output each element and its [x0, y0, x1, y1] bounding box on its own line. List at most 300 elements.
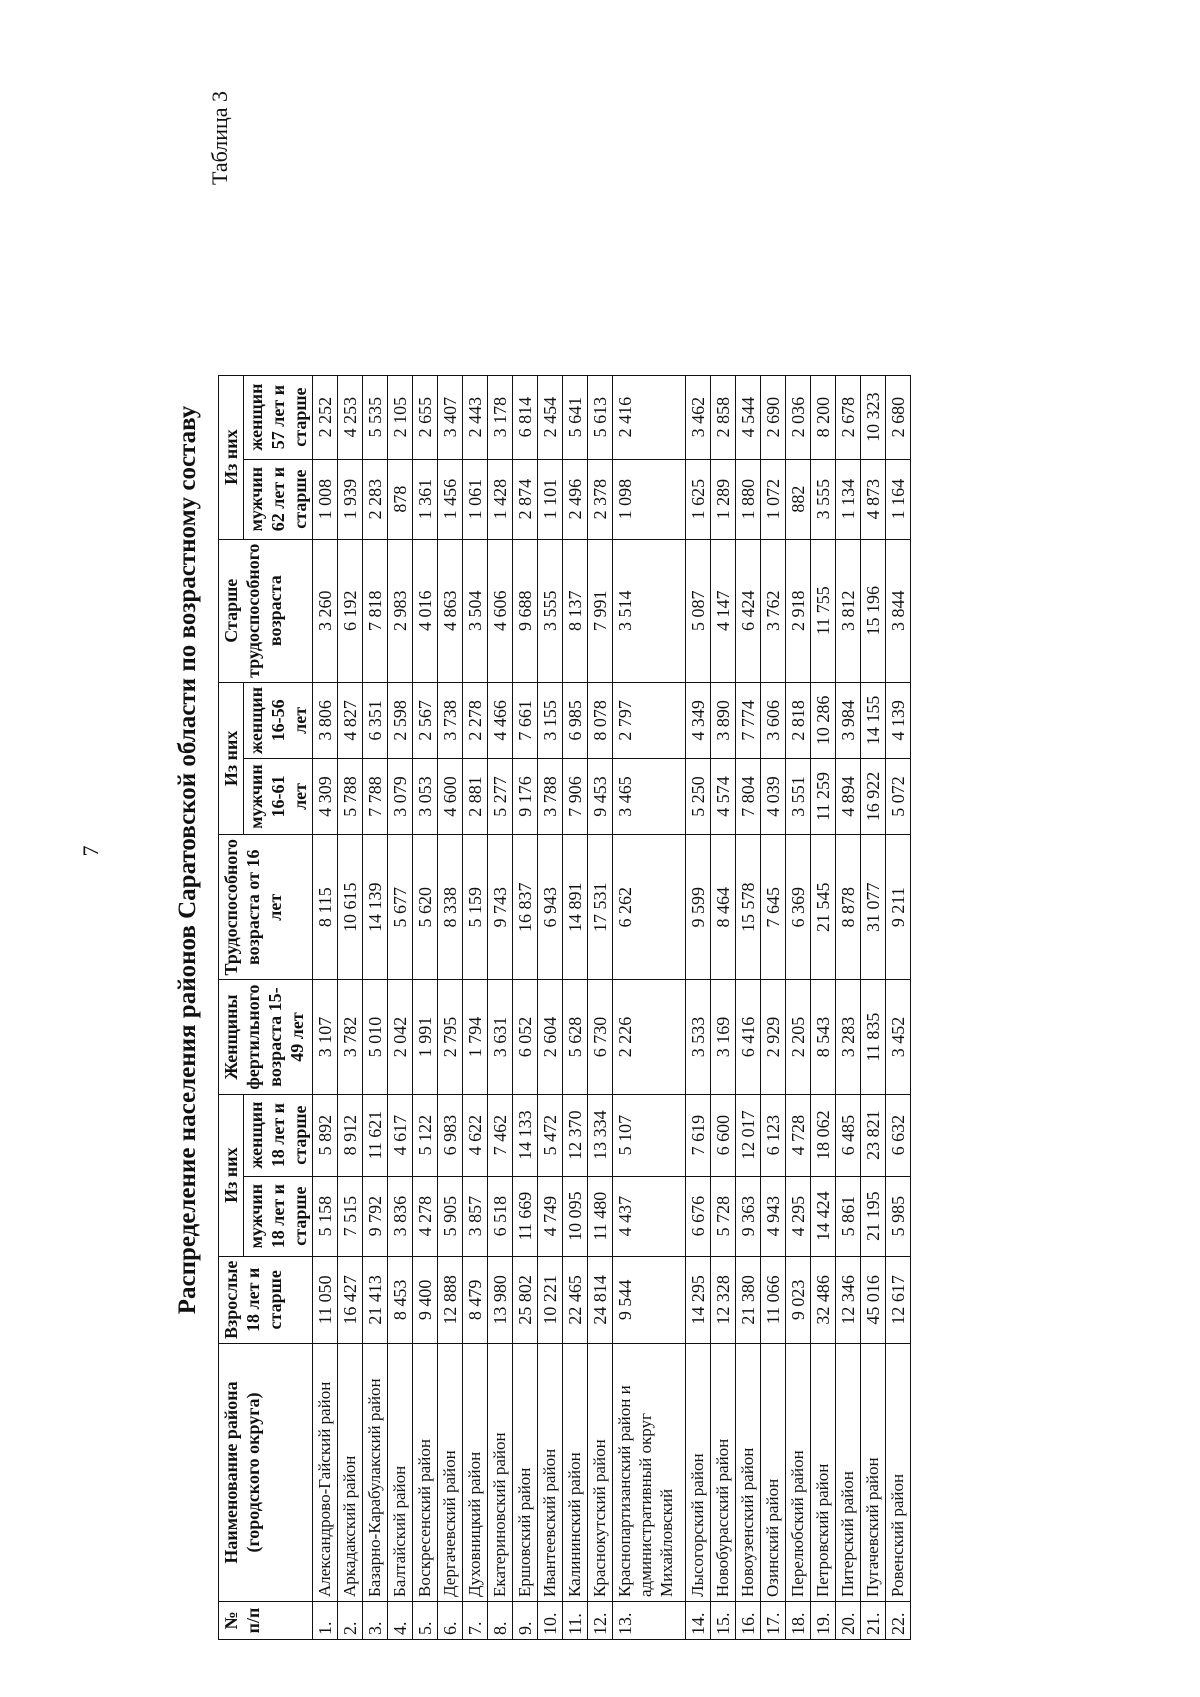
table-row [338, 375, 363, 1639]
cell-men16: 7 804 [736, 758, 761, 834]
cell-men16: 4 039 [761, 758, 786, 834]
cell-fertile: 6 052 [513, 980, 538, 1094]
cell-men16: 5 250 [686, 758, 711, 834]
cell-elder: 3 514 [613, 539, 686, 682]
cell-women57: 2 655 [413, 375, 438, 459]
cell-women16: 3 738 [438, 682, 463, 758]
table-row [761, 375, 786, 1639]
cell-men62: 878 [388, 459, 413, 539]
cell-men18: 4 749 [538, 1176, 563, 1256]
table-row [786, 375, 811, 1639]
cell-women18: 12 370 [563, 1094, 588, 1176]
table-row [313, 375, 338, 1639]
cell-women16: 7 774 [736, 682, 761, 758]
cell-men16: 9 176 [513, 758, 538, 834]
cell-adults: 9 023 [786, 1256, 811, 1343]
cell-men18: 6 518 [488, 1176, 513, 1256]
cell-n: 3. [363, 1602, 388, 1640]
col-fertile-header: Женщины фертильного возраста 15-49 лет [219, 980, 313, 1094]
cell-men18: 5 158 [313, 1176, 338, 1256]
cell-men62: 1 625 [686, 459, 711, 539]
cell-working: 8 878 [836, 834, 861, 980]
cell-adults: 21 380 [736, 1256, 761, 1343]
cell-n: 11. [563, 1602, 588, 1640]
cell-working: 6 262 [613, 834, 686, 980]
cell-women16: 4 827 [338, 682, 363, 758]
cell-fertile: 8 543 [811, 980, 836, 1094]
document-title: Распределение населения районов Саратовской области по возрастному составу [174, 405, 201, 1315]
cell-women57: 2 416 [613, 375, 686, 459]
cell-men18: 5 905 [438, 1176, 463, 1256]
cell-working: 6 943 [538, 834, 563, 980]
cell-working: 10 615 [338, 834, 363, 980]
cell-women16: 3 155 [538, 682, 563, 758]
cell-fertile: 5 628 [563, 980, 588, 1094]
cell-women57: 2 678 [836, 375, 861, 459]
cell-women18: 18 062 [811, 1094, 836, 1176]
table-row [811, 375, 836, 1639]
cell-men16: 4 309 [313, 758, 338, 834]
cell-fertile: 2 226 [613, 980, 686, 1094]
cell-men16: 4 894 [836, 758, 861, 834]
cell-name: Екатериновский район [488, 1344, 513, 1602]
cell-working: 31 077 [861, 834, 886, 980]
cell-women57: 2 680 [886, 375, 911, 459]
col-men18-header: мужчин 18 лет и старше [244, 1176, 313, 1256]
cell-name: Краснопартизанский район и административный округ Михайловский [613, 1344, 686, 1602]
cell-men18: 9 363 [736, 1176, 761, 1256]
cell-women18: 6 983 [438, 1094, 463, 1176]
cell-name: Воскресенский район [413, 1344, 438, 1602]
col-elder-header: Старше трудоспособного возраста [219, 539, 313, 682]
cell-women18: 13 334 [588, 1094, 613, 1176]
cell-women18: 6 485 [836, 1094, 861, 1176]
cell-women16: 14 155 [861, 682, 886, 758]
cell-men18: 11 480 [588, 1176, 613, 1256]
cell-men16: 3 079 [388, 758, 413, 834]
col-men62-header: мужчин 62 лет и старше [244, 459, 313, 539]
cell-men18: 11 669 [513, 1176, 538, 1256]
cell-name: Александрово-Гайский район [313, 1344, 338, 1602]
cell-women18: 7 462 [488, 1094, 513, 1176]
cell-fertile: 11 835 [861, 980, 886, 1094]
cell-name: Перелюбский район [786, 1344, 811, 1602]
cell-elder: 7 818 [363, 539, 388, 682]
cell-working: 17 531 [588, 834, 613, 980]
cell-n: 18. [786, 1602, 811, 1640]
cell-elder: 5 087 [686, 539, 711, 682]
cell-name: Аркадакский район [338, 1344, 363, 1602]
cell-n: 13. [613, 1602, 686, 1640]
cell-n: 21. [861, 1602, 886, 1640]
cell-fertile: 2 205 [786, 980, 811, 1094]
cell-adults: 12 328 [711, 1256, 736, 1343]
cell-elder: 15 196 [861, 539, 886, 682]
cell-women18: 23 821 [861, 1094, 886, 1176]
cell-men62: 1 164 [886, 459, 911, 539]
cell-men62: 1 061 [463, 459, 488, 539]
table-body [313, 375, 911, 1639]
cell-men62: 1 361 [413, 459, 438, 539]
cell-women18: 12 017 [736, 1094, 761, 1176]
cell-men62: 1 428 [488, 459, 513, 539]
cell-fertile: 2 042 [388, 980, 413, 1094]
cell-fertile: 2 929 [761, 980, 786, 1094]
col-women57-header: женщин 57 лет и старше [244, 375, 313, 459]
cell-adults: 12 617 [886, 1256, 911, 1343]
cell-name: Дергачевский район [438, 1344, 463, 1602]
cell-men18: 5 985 [886, 1176, 911, 1256]
cell-n: 1. [313, 1602, 338, 1640]
cell-adults: 8 453 [388, 1256, 413, 1343]
cell-fertile: 3 631 [488, 980, 513, 1094]
cell-men16: 16 922 [861, 758, 886, 834]
cell-n: 16. [736, 1602, 761, 1640]
cell-elder: 11 755 [811, 539, 836, 682]
col-working-header: Трудоспособного возраста от 16 лет [219, 834, 313, 980]
cell-working: 9 743 [488, 834, 513, 980]
cell-women16: 3 806 [313, 682, 338, 758]
cell-elder: 3 504 [463, 539, 488, 682]
cell-fertile: 3 782 [338, 980, 363, 1094]
cell-women16: 2 818 [786, 682, 811, 758]
cell-women16: 10 286 [811, 682, 836, 758]
cell-name: Озинский район [761, 1344, 786, 1602]
cell-working: 5 677 [388, 834, 413, 980]
cell-women16: 3 606 [761, 682, 786, 758]
cell-n: 7. [463, 1602, 488, 1640]
cell-men16: 9 453 [588, 758, 613, 834]
cell-elder: 4 016 [413, 539, 438, 682]
cell-elder: 3 844 [886, 539, 911, 682]
cell-name: Питерский район [836, 1344, 861, 1602]
table-row [388, 375, 413, 1639]
cell-n: 5. [413, 1602, 438, 1640]
cell-men18: 9 792 [363, 1176, 388, 1256]
cell-working: 14 139 [363, 834, 388, 980]
cell-elder: 4 606 [488, 539, 513, 682]
cell-elder: 7 991 [588, 539, 613, 682]
cell-name: Краснокутский район [588, 1344, 613, 1602]
cell-name: Духовницкий район [463, 1344, 488, 1602]
table-row [711, 375, 736, 1639]
col-num-header: № п/п [219, 1602, 313, 1640]
cell-men62: 3 555 [811, 459, 836, 539]
table-row [438, 375, 463, 1639]
cell-fertile: 3 169 [711, 980, 736, 1094]
cell-name: Балтайский район [388, 1344, 413, 1602]
cell-n: 2. [338, 1602, 363, 1640]
table-row [861, 375, 886, 1639]
cell-women16: 8 078 [588, 682, 613, 758]
cell-fertile: 1 794 [463, 980, 488, 1094]
cell-women18: 14 133 [513, 1094, 538, 1176]
cell-men18: 7 515 [338, 1176, 363, 1256]
cell-working: 6 369 [786, 834, 811, 980]
cell-women57: 2 443 [463, 375, 488, 459]
cell-women57: 2 858 [711, 375, 736, 459]
population-table [218, 375, 911, 1640]
of-them-header-2: Из них [219, 682, 244, 834]
cell-working: 9 599 [686, 834, 711, 980]
cell-women16: 4 139 [886, 682, 911, 758]
table-row [736, 375, 761, 1639]
cell-men16: 7 788 [363, 758, 388, 834]
cell-n: 4. [388, 1602, 413, 1640]
cell-women16: 4 466 [488, 682, 513, 758]
cell-men16: 5 788 [338, 758, 363, 834]
cell-women18: 6 600 [711, 1094, 736, 1176]
cell-women16: 2 797 [613, 682, 686, 758]
cell-fertile: 3 452 [886, 980, 911, 1094]
cell-men18: 5 861 [836, 1176, 861, 1256]
cell-name: Ивантеевский район [538, 1344, 563, 1602]
cell-women57: 3 462 [686, 375, 711, 459]
cell-fertile: 2 795 [438, 980, 463, 1094]
cell-fertile: 2 604 [538, 980, 563, 1094]
cell-women16: 6 985 [563, 682, 588, 758]
col-name-header: Наименование района (городского округа) [219, 1344, 313, 1602]
cell-women57: 2 252 [313, 375, 338, 459]
cell-men16: 5 072 [886, 758, 911, 834]
cell-elder: 2 983 [388, 539, 413, 682]
rotated-content [160, 80, 1050, 1640]
cell-elder: 3 555 [538, 539, 563, 682]
cell-women18: 4 622 [463, 1094, 488, 1176]
cell-fertile: 3 107 [313, 980, 338, 1094]
cell-women16: 3 890 [711, 682, 736, 758]
table-row [836, 375, 861, 1639]
cell-name: Новоузенский район [736, 1344, 761, 1602]
of-them-header-1: Из них [219, 1094, 244, 1256]
cell-working: 16 837 [513, 834, 538, 980]
col-women18-header: женщин 18 лет и старше [244, 1094, 313, 1176]
cell-elder: 9 688 [513, 539, 538, 682]
cell-n: 10. [538, 1602, 563, 1640]
cell-women16: 6 351 [363, 682, 388, 758]
cell-men62: 1 289 [711, 459, 736, 539]
cell-working: 14 891 [563, 834, 588, 980]
cell-men62: 4 873 [861, 459, 886, 539]
cell-women57: 3 407 [438, 375, 463, 459]
cell-n: 17. [761, 1602, 786, 1640]
cell-women57: 2 690 [761, 375, 786, 459]
cell-elder: 6 192 [338, 539, 363, 682]
cell-men16: 3 788 [538, 758, 563, 834]
cell-women18: 5 892 [313, 1094, 338, 1176]
cell-adults: 12 888 [438, 1256, 463, 1343]
cell-women57: 3 178 [488, 375, 513, 459]
cell-elder: 2 918 [786, 539, 811, 682]
cell-adults: 14 295 [686, 1256, 711, 1343]
cell-adults: 9 544 [613, 1256, 686, 1343]
cell-men18: 4 943 [761, 1176, 786, 1256]
of-them-header-3: Из них [219, 375, 244, 539]
cell-women18: 11 621 [363, 1094, 388, 1176]
cell-elder: 4 147 [711, 539, 736, 682]
cell-men62: 1 008 [313, 459, 338, 539]
cell-n: 22. [886, 1602, 911, 1640]
cell-men18: 4 278 [413, 1176, 438, 1256]
cell-men62: 1 101 [538, 459, 563, 539]
cell-women16: 4 349 [686, 682, 711, 758]
cell-name: Новобурасский район [711, 1344, 736, 1602]
table-row [613, 375, 686, 1639]
table-row [588, 375, 613, 1639]
cell-adults: 24 814 [588, 1256, 613, 1343]
cell-women57: 5 535 [363, 375, 388, 459]
cell-men62: 882 [786, 459, 811, 539]
cell-men62: 1 072 [761, 459, 786, 539]
cell-men62: 1 098 [613, 459, 686, 539]
cell-n: 12. [588, 1602, 613, 1640]
cell-adults: 16 427 [338, 1256, 363, 1343]
cell-adults: 11 066 [761, 1256, 786, 1343]
cell-elder: 8 137 [563, 539, 588, 682]
table-row [886, 375, 911, 1639]
cell-women18: 5 472 [538, 1094, 563, 1176]
col-adults-header: Взрослые 18 лет и старше [219, 1256, 313, 1343]
cell-adults: 8 479 [463, 1256, 488, 1343]
cell-women16: 2 567 [413, 682, 438, 758]
cell-men16: 11 259 [811, 758, 836, 834]
cell-working: 5 159 [463, 834, 488, 980]
cell-elder: 3 260 [313, 539, 338, 682]
cell-n: 20. [836, 1602, 861, 1640]
cell-women16: 2 278 [463, 682, 488, 758]
cell-working: 9 211 [886, 834, 911, 980]
table-row [488, 375, 513, 1639]
cell-working: 8 338 [438, 834, 463, 980]
cell-name: Ровенский район [886, 1344, 911, 1602]
cell-men18: 10 095 [563, 1176, 588, 1256]
cell-men62: 1 939 [338, 459, 363, 539]
cell-women57: 2 105 [388, 375, 413, 459]
cell-men62: 1 134 [836, 459, 861, 539]
cell-adults: 22 465 [563, 1256, 588, 1343]
cell-elder: 6 424 [736, 539, 761, 682]
cell-fertile: 5 010 [363, 980, 388, 1094]
cell-women57: 4 253 [338, 375, 363, 459]
cell-working: 5 620 [413, 834, 438, 980]
table-row [363, 375, 388, 1639]
cell-men62: 1 456 [438, 459, 463, 539]
table-row [686, 375, 711, 1639]
cell-name: Ершовский район [513, 1344, 538, 1602]
cell-men16: 3 465 [613, 758, 686, 834]
cell-name: Базарно-Карабулакский район [363, 1344, 388, 1602]
cell-men18: 6 676 [686, 1176, 711, 1256]
cell-adults: 10 221 [538, 1256, 563, 1343]
cell-elder: 4 863 [438, 539, 463, 682]
col-women16-header: женщин 16-56 лет [244, 682, 313, 758]
cell-women18: 4 728 [786, 1094, 811, 1176]
cell-n: 15. [711, 1602, 736, 1640]
cell-women57: 10 323 [861, 375, 886, 459]
cell-fertile: 3 533 [686, 980, 711, 1094]
cell-men16: 7 906 [563, 758, 588, 834]
cell-women57: 2 454 [538, 375, 563, 459]
cell-women57: 8 200 [811, 375, 836, 459]
cell-elder: 3 762 [761, 539, 786, 682]
cell-men16: 4 600 [438, 758, 463, 834]
cell-men16: 3 551 [786, 758, 811, 834]
cell-elder: 3 812 [836, 539, 861, 682]
cell-working: 21 545 [811, 834, 836, 980]
cell-men18: 4 295 [786, 1176, 811, 1256]
cell-working: 8 115 [313, 834, 338, 980]
cell-adults: 45 016 [861, 1256, 886, 1343]
table-row [563, 375, 588, 1639]
cell-women18: 5 107 [613, 1094, 686, 1176]
cell-men18: 21 195 [861, 1176, 886, 1256]
cell-name: Калининский район [563, 1344, 588, 1602]
cell-men62: 2 283 [363, 459, 388, 539]
table-row [513, 375, 538, 1639]
cell-n: 19. [811, 1602, 836, 1640]
cell-adults: 21 413 [363, 1256, 388, 1343]
cell-adults: 12 346 [836, 1256, 861, 1343]
cell-name: Лысогорский район [686, 1344, 711, 1602]
table-row [413, 375, 438, 1639]
cell-women16: 2 598 [388, 682, 413, 758]
cell-adults: 11 050 [313, 1256, 338, 1343]
cell-women18: 7 619 [686, 1094, 711, 1176]
cell-women18: 5 122 [413, 1094, 438, 1176]
cell-working: 7 645 [761, 834, 786, 980]
cell-adults: 32 486 [811, 1256, 836, 1343]
cell-adults: 25 802 [513, 1256, 538, 1343]
cell-adults: 9 400 [413, 1256, 438, 1343]
cell-women16: 3 984 [836, 682, 861, 758]
cell-men18: 4 437 [613, 1176, 686, 1256]
cell-women18: 4 617 [388, 1094, 413, 1176]
cell-fertile: 1 991 [413, 980, 438, 1094]
cell-men16: 4 574 [711, 758, 736, 834]
cell-name: Пугачевский район [861, 1344, 886, 1602]
cell-men62: 2 496 [563, 459, 588, 539]
cell-men16: 3 053 [413, 758, 438, 834]
cell-women16: 7 661 [513, 682, 538, 758]
cell-n: 8. [488, 1602, 513, 1640]
cell-men18: 5 728 [711, 1176, 736, 1256]
cell-women57: 5 613 [588, 375, 613, 459]
cell-men16: 5 277 [488, 758, 513, 834]
cell-women57: 2 036 [786, 375, 811, 459]
cell-women57: 5 641 [563, 375, 588, 459]
table-row [463, 375, 488, 1639]
cell-men16: 2 881 [463, 758, 488, 834]
cell-working: 15 578 [736, 834, 761, 980]
cell-men62: 1 880 [736, 459, 761, 539]
cell-women18: 8 912 [338, 1094, 363, 1176]
cell-women57: 6 814 [513, 375, 538, 459]
cell-men18: 3 836 [388, 1176, 413, 1256]
cell-women57: 4 544 [736, 375, 761, 459]
cell-working: 8 464 [711, 834, 736, 980]
cell-men18: 14 424 [811, 1176, 836, 1256]
cell-n: 14. [686, 1602, 711, 1640]
cell-men18: 3 857 [463, 1176, 488, 1256]
col-men16-header: мужчин 16-61 лет [244, 758, 313, 834]
cell-fertile: 6 416 [736, 980, 761, 1094]
cell-fertile: 6 730 [588, 980, 613, 1094]
cell-women18: 6 123 [761, 1094, 786, 1176]
cell-adults: 13 980 [488, 1256, 513, 1343]
cell-fertile: 3 283 [836, 980, 861, 1094]
cell-n: 6. [438, 1602, 463, 1640]
cell-name: Петровский район [811, 1344, 836, 1602]
